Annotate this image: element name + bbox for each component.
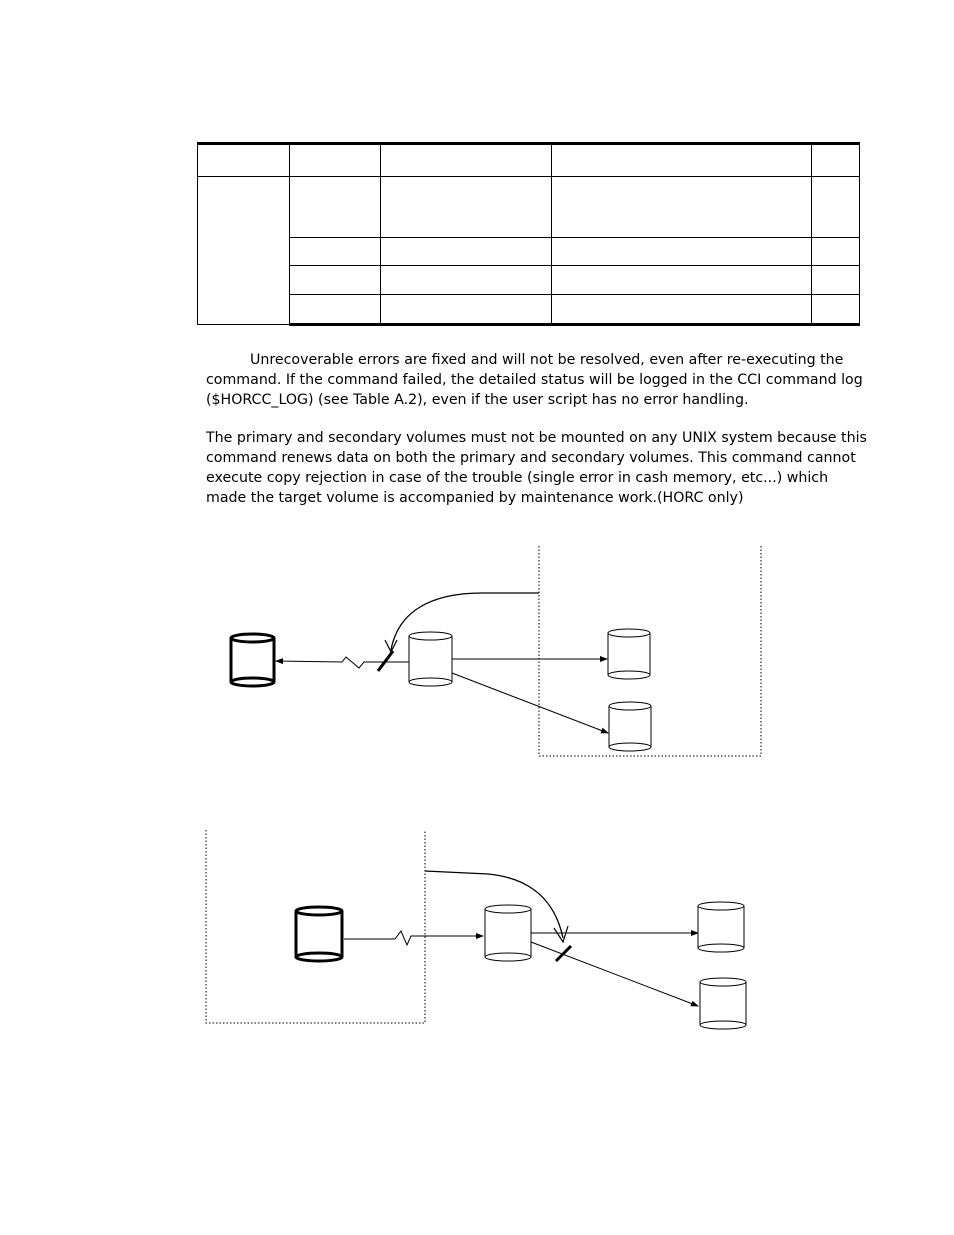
paragraph-line: ($HORCC_LOG) (see Table A.2), even if the user script has no error handling. xyxy=(206,392,749,408)
table-row xyxy=(198,266,860,295)
table-cell xyxy=(381,144,552,177)
paragraph-line: The primary and secondary volumes must not be mounted on any UNIX system because this xyxy=(206,430,867,446)
paragraph-line: command renews data on both the primary and secondary volumes. This command cannot xyxy=(206,450,856,466)
break-mark-icon xyxy=(378,651,393,671)
table-cell xyxy=(552,295,812,325)
remote-volume-icon xyxy=(296,907,342,961)
secondary-volume-icon xyxy=(609,702,651,751)
remote-link-line xyxy=(276,657,410,668)
table-cell xyxy=(198,177,290,325)
table-cell xyxy=(381,238,552,266)
table-cell xyxy=(381,295,552,325)
table-cell xyxy=(290,266,381,295)
secondary-volume-icon xyxy=(608,629,650,679)
table-cell xyxy=(552,177,812,238)
table-cell xyxy=(381,266,552,295)
paragraph-line: execute copy rejection in case of the trouble (single error in cash memory, etc...) which xyxy=(206,470,829,486)
paragraph-mount-warning xyxy=(206,428,866,508)
paragraph-line: command. If the command failed, the detailed status will be logged in the CCI command log xyxy=(206,372,863,388)
table-row xyxy=(198,295,860,325)
paragraph-unrecoverable-errors xyxy=(206,350,866,410)
primary-volume-icon xyxy=(485,905,531,961)
table-cell xyxy=(381,177,552,238)
table-cell xyxy=(812,177,860,238)
paragraph-line: Unrecoverable errors are fixed and will not be resolved, even after re-executing the xyxy=(250,352,844,368)
error-code-table xyxy=(197,142,860,326)
table-cell xyxy=(552,238,812,266)
arrowhead-icon xyxy=(385,640,397,652)
table-cell xyxy=(290,295,381,325)
table-cell xyxy=(290,144,381,177)
table-cell xyxy=(812,238,860,266)
diagram-horc-copy-rejection-2 xyxy=(0,825,954,1035)
table-cell xyxy=(552,266,812,295)
table-row xyxy=(198,177,860,238)
paragraph-line: made the target volume is accompanied by maintenance work.(HORC only) xyxy=(206,490,744,506)
table-cell xyxy=(812,144,860,177)
table-cell xyxy=(198,144,290,177)
break-mark-icon xyxy=(556,946,571,961)
diagram-horc-copy-rejection xyxy=(0,540,954,770)
copy-link-line xyxy=(531,942,698,1006)
secondary-volume-icon xyxy=(700,978,746,1029)
remote-volume-icon xyxy=(231,634,274,686)
primary-volume-icon xyxy=(409,632,452,686)
remote-link-line xyxy=(344,931,483,945)
table-cell xyxy=(812,266,860,295)
table-row xyxy=(198,238,860,266)
table-cell xyxy=(552,144,812,177)
table-cell xyxy=(812,295,860,325)
table-header-row xyxy=(198,144,860,177)
table-cell xyxy=(290,238,381,266)
table-cell xyxy=(290,177,381,238)
copy-link-line xyxy=(452,673,608,733)
secondary-volume-icon xyxy=(698,902,744,952)
